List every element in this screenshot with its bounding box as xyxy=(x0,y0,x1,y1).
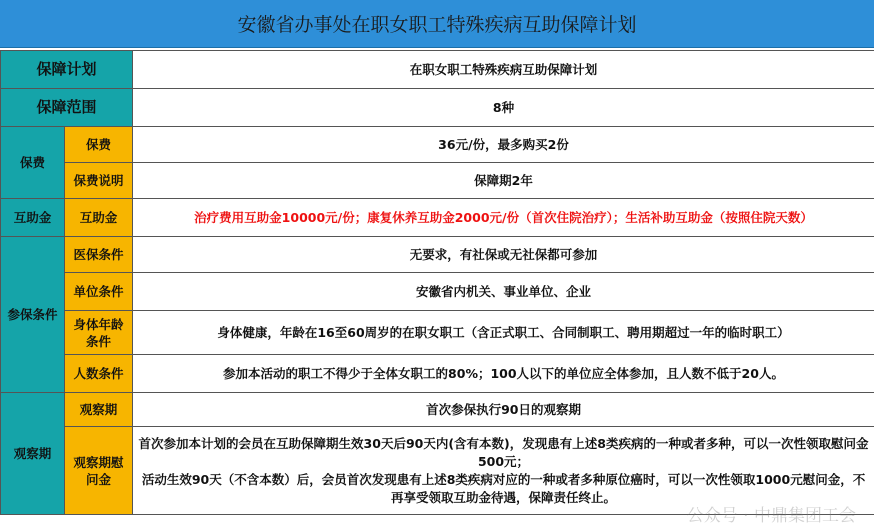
consolation-text-2: 活动生效90天（不含本数）后，会员首次发现患有上述8类疾病对应的一种或者多种原位癌时，可以一次性领取1000元慰问金，不再享受领取互助金待遇，保障责任终止。 xyxy=(141,471,866,505)
consolation-value xyxy=(133,427,874,515)
page-title: 安徽省办事处在职女职工特殊疾病互助保障计划 xyxy=(0,0,874,48)
table-row xyxy=(1,311,874,355)
mutual-value: 治疗费用互助金10000元/份；康复休养互助金2000元/份（首次住院治疗）；生活补助互助金（按照住院天数） xyxy=(133,199,874,237)
mutual-label: 互助金 xyxy=(65,199,133,237)
table-row xyxy=(1,393,874,427)
benefit-table xyxy=(0,50,874,515)
observation-period-label: 观察期 xyxy=(65,393,133,427)
premium-group-label: 保费 xyxy=(1,127,65,199)
table-row xyxy=(1,51,874,89)
unit-condition-label: 单位条件 xyxy=(65,273,133,311)
table-row xyxy=(1,127,874,163)
observation-period-value: 首次参保执行90日的观察期 xyxy=(133,393,874,427)
table-row xyxy=(1,163,874,199)
conditions-group-label: 参保条件 xyxy=(1,237,65,393)
age-condition-value: 身体健康，年龄在16至60周岁的在职女职工（含正式职工、合同制职工、聘用期超过一年的临时职工） xyxy=(133,311,874,355)
consolation-text-1: 首次参加本计划的会员在互助保障期生效30天后90天内(含有本数)，发现患有上述8类疾病的一种或者多种，可以一次性领取慰问金500元； xyxy=(138,435,869,469)
medical-condition-value: 无要求，有社保或无社保都可参加 xyxy=(133,237,874,273)
premium-note-value: 保障期2年 xyxy=(133,163,874,199)
table-row xyxy=(1,89,874,127)
scope-value: 8种 xyxy=(133,89,874,127)
premium-fee-value: 36元/份，最多购买2份 xyxy=(133,127,874,163)
table-row xyxy=(1,199,874,237)
count-condition-value: 参加本活动的职工不得少于全体女职工的80%；100人以下的单位应全体参加，且人数不低于20人。 xyxy=(133,355,874,393)
consolation-label: 观察期慰问金 xyxy=(65,427,133,515)
premium-fee-label: 保费 xyxy=(65,127,133,163)
table-row xyxy=(1,273,874,311)
plan-value: 在职女职工特殊疾病互助保障计划 xyxy=(133,51,874,89)
count-condition-label: 人数条件 xyxy=(65,355,133,393)
scope-label: 保障范围 xyxy=(1,89,133,127)
table-row xyxy=(1,237,874,273)
plan-label: 保障计划 xyxy=(1,51,133,89)
medical-condition-label: 医保条件 xyxy=(65,237,133,273)
premium-note-label: 保费说明 xyxy=(65,163,133,199)
watermark: 公众号 · 中鼎集团工会 xyxy=(686,506,856,526)
table-row xyxy=(1,355,874,393)
mutual-group-label: 互助金 xyxy=(1,199,65,237)
table-row xyxy=(1,427,874,515)
age-condition-label: 身体年龄条件 xyxy=(65,311,133,355)
unit-condition-value: 安徽省内机关、事业单位、企业 xyxy=(133,273,874,311)
observation-group-label: 观察期 xyxy=(1,393,65,515)
